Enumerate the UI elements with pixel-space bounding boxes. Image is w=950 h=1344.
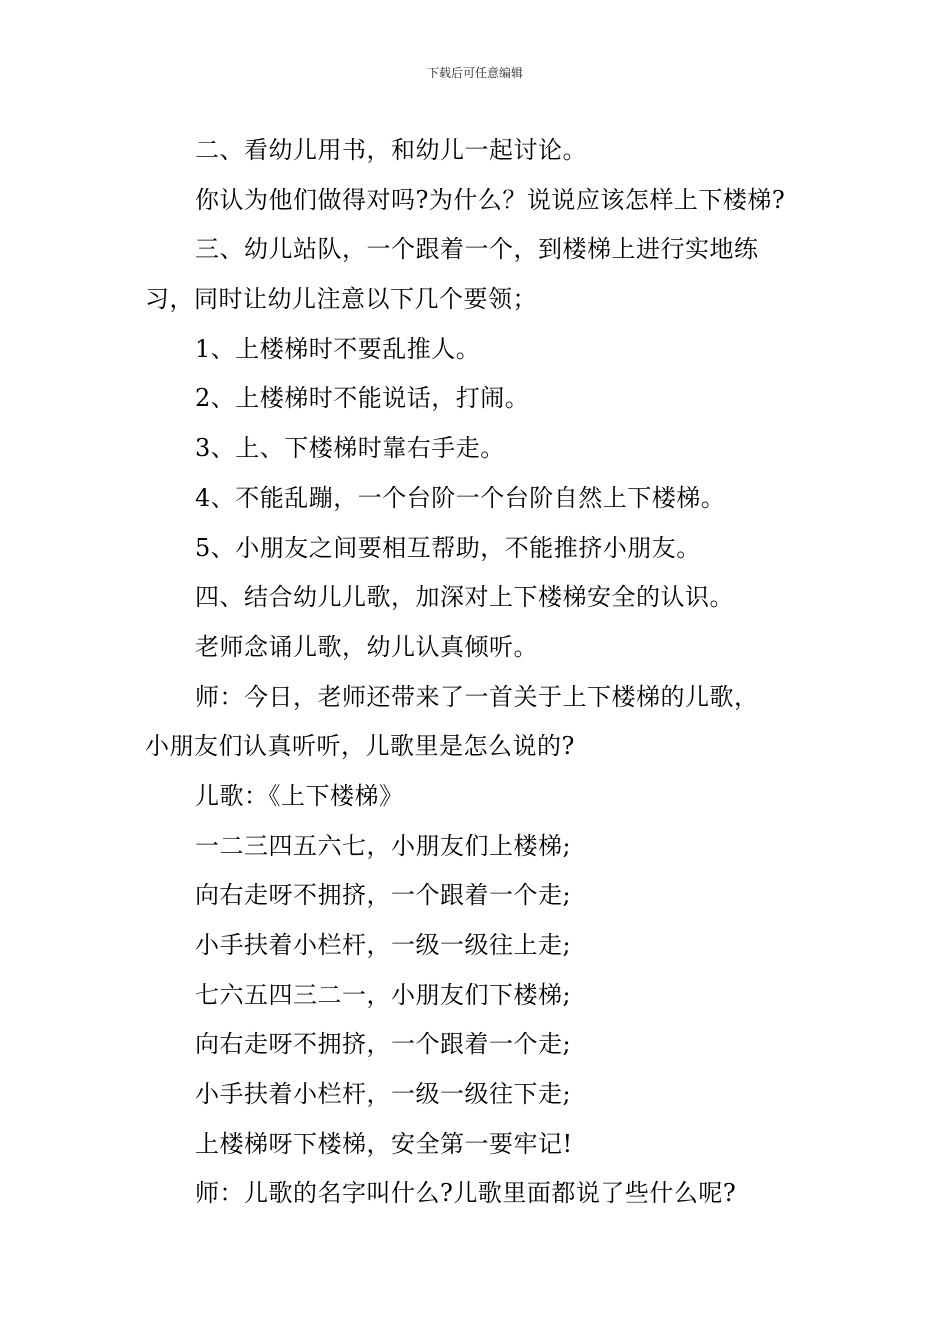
page-header: 下载后可任意编辑 (426, 66, 523, 80)
song-line: 向右走呀不拥挤，一个跟着一个走; (195, 881, 572, 910)
paragraph-line: 你认为他们做得对吗?为什么？说说应该怎样上下楼梯? (195, 185, 786, 214)
document-body (145, 126, 815, 1219)
paragraph-line: 习，同时让幼儿注意以下几个要领； (145, 285, 537, 314)
paragraph-line: 四、结合幼儿儿歌，加深对上下楼梯安全的认识。 (195, 583, 734, 612)
paragraph-line: 二、看幼儿用书，和幼儿一起讨论。 (195, 136, 587, 164)
song-line: 七六五四三二一，小朋友们下楼梯; (195, 980, 572, 1009)
paragraph-line: 师：儿歌的名字叫什么?儿歌里面都说了些什么呢? (195, 1179, 737, 1208)
song-line: 向右走呀不拥挤，一个跟着一个走; (195, 1030, 572, 1059)
paragraph-line: 小朋友们认真听听，儿歌里是怎么说的? (145, 732, 575, 761)
list-item: 3、上、下楼梯时靠右手走。 (195, 434, 505, 463)
paragraph-line: 师：今日，老师还带来了一首关于上下楼梯的儿歌， (195, 682, 759, 711)
song-line: 一二三四五六七，小朋友们上楼梯; (195, 831, 572, 860)
song-title: 儿歌：《上下楼梯》 (195, 781, 404, 810)
song-line: 上楼梯呀下楼梯，安全第一要牢记! (195, 1129, 573, 1158)
list-item: 5、小朋友之间要相互帮助，不能推挤小朋友。 (195, 533, 701, 562)
song-line: 小手扶着小栏杆，一级一级往上走; (195, 931, 572, 959)
paragraph-line: 老师念诵儿歌，幼儿认真倾听。 (195, 632, 538, 661)
list-item: 1、上楼梯时不要乱推人。 (195, 334, 481, 363)
song-line: 小手扶着小栏杆，一级一级往下走; (195, 1080, 572, 1109)
paragraph-line: 三、幼儿站队，一个跟着一个，到楼梯上进行实地练 (195, 235, 759, 264)
list-item: 2、上楼梯时不能说话，打闹。 (195, 384, 530, 413)
list-item: 4、不能乱蹦，一个台阶一个台阶自然上下楼梯。 (195, 483, 726, 512)
